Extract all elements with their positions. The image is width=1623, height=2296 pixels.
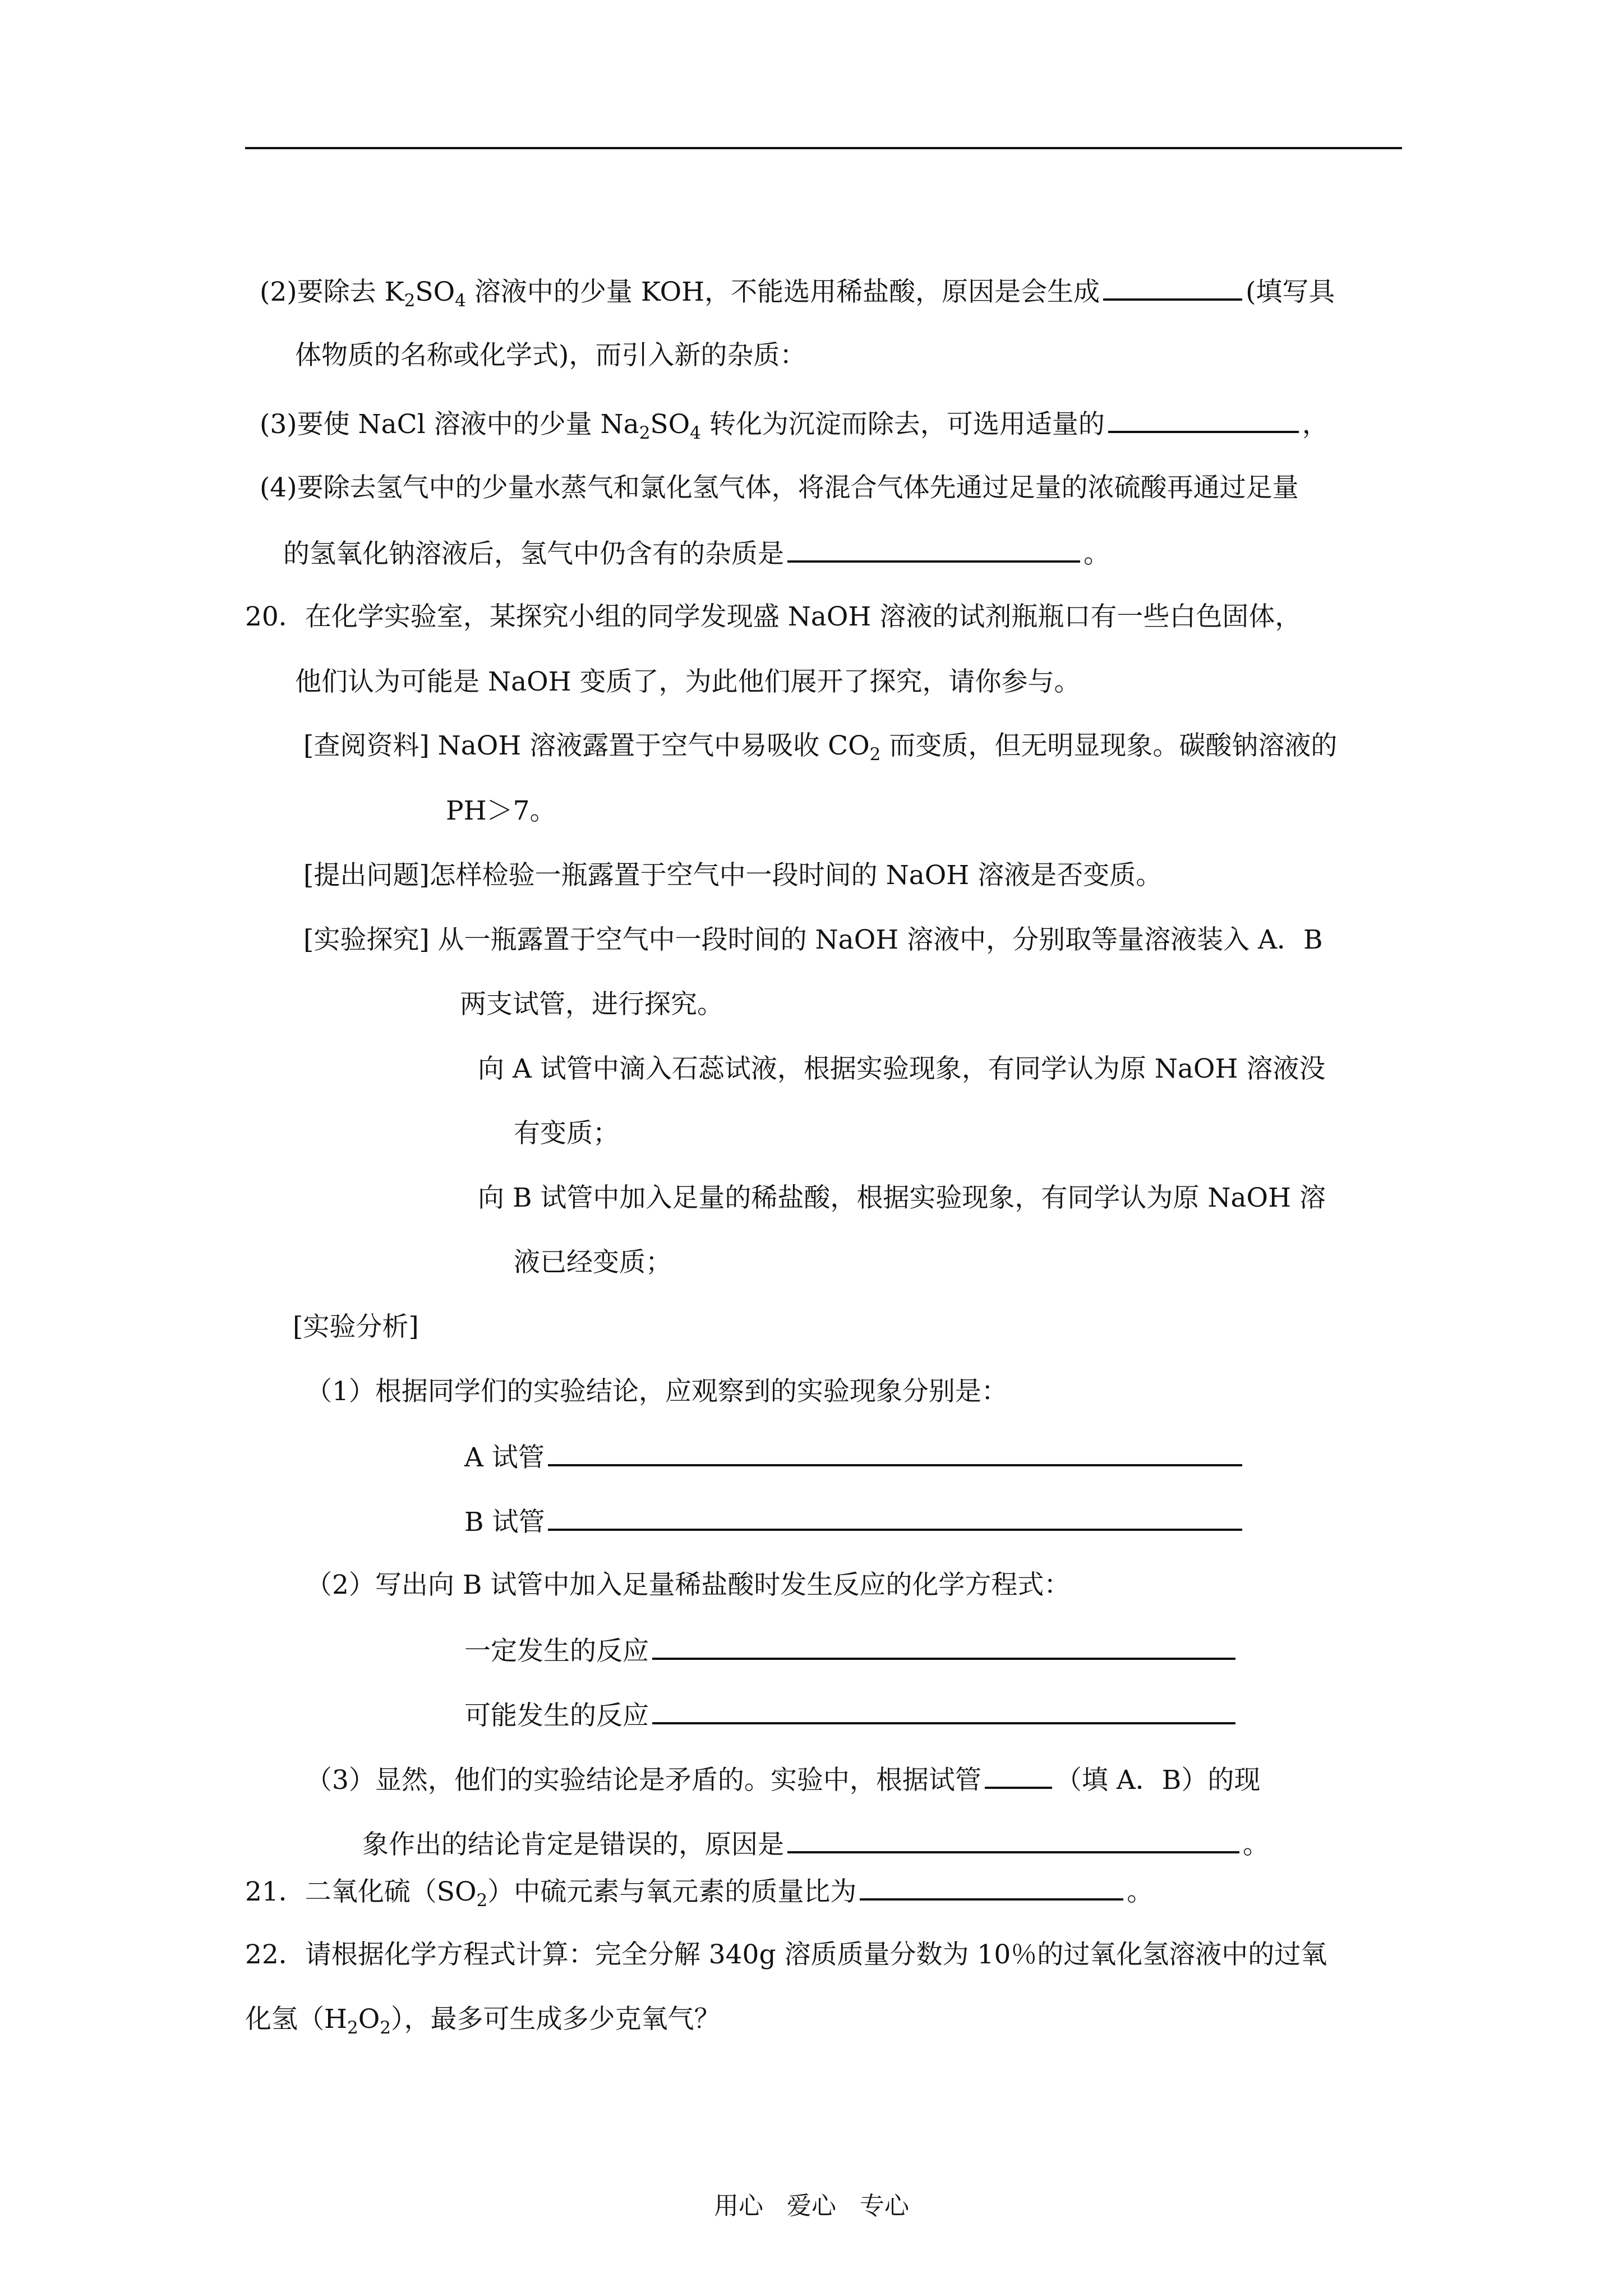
q19-part4-line1: (4)要除去氢气中的少量水蒸气和氯化氢气体，将混合气体先通过足量的浓硫酸再通过足量 [260,472,1299,503]
q20-subq1-tube-b: B 试管 [464,1504,1246,1539]
answer-blank[interactable] [985,1762,1052,1789]
answer-blank[interactable] [860,1874,1123,1901]
answer-blank[interactable] [1103,274,1242,301]
q20-line2: 他们认为可能是 NaOH 变质了，为此他们展开了探究，请你参与。 [295,666,1081,697]
q20-subq2: （2）写出向 B 试管中加入足量稀盐酸时发生反应的化学方程式： [306,1570,1071,1600]
q20-tube-a-line1: 向 A 试管中滴入石蕊试液，根据实验现象，有同学认为原 NaOH 溶液没 [478,1053,1326,1084]
q20-explore-line2: 两支试管，进行探究。 [460,989,723,1020]
answer-blank[interactable] [548,1439,1242,1466]
q22-line2: 化氢$(H_2O_2)$，最多可生成多少克氧气？ [245,2004,721,2038]
page-footer: 用心 爱心 专心 [714,2192,909,2220]
q20-analysis-heading: [实验分析] [293,1312,419,1342]
answer-blank[interactable] [652,1633,1235,1660]
answer-blank[interactable] [652,1697,1235,1724]
q20-subq1: （1）根据同学们的实验结论，应观察到的实验现象分别是： [306,1376,1008,1407]
q20-tube-b-line1: 向 B 试管中加入足量的稀盐酸，根据实验现象，有同学认为原 NaOH 溶 [478,1182,1326,1213]
q20-explore-line1: [实验探究] 从一瓶露置于空气中一段时间的 NaOH 溶液中，分别取等量溶液装入 A．B [303,924,1323,955]
header-rule [245,147,1402,149]
q20-subq2-certain: 一定发生的反应 [464,1633,1239,1668]
q22-line1: 22．请根据化学方程式计算：完全分解 340g 溶质质量分数为 10％的过氧化氢溶液中的过氧 [245,1939,1327,1970]
q20-tube-a-line2: 有变质； [514,1118,619,1149]
q19-part3: (3)要使 NaCl 溶液中的少量 $Na_2SO_4$ 转化为沉淀而除去，可选用适量的 ， [260,406,1329,441]
q20-subq1-tube-a: A 试管 [464,1439,1246,1475]
q19-part2-line1: (2)要除去 $K_2SO_4$ 溶液中的少量 KOH，不能选用稀盐酸，原因是会生成 (填写具 [260,274,1335,309]
q20-subq3-line2: 象作出的结论肯定是错误的，原因是 。 [362,1826,1269,1862]
q21: 21．二氧化硫$(SO_2)$中硫元素与氧元素的质量比为 。 [245,1874,1153,1909]
q20-tube-b-line2: 液已经变质； [514,1247,672,1278]
q20-reference-line1: [查阅资料] NaOH 溶液露置于空气中易吸收 $CO_2$ 而变质，但无明显现象。碳酸钠溶液的 [303,730,1338,765]
q20-subq3-line1: （3）显然，他们的实验结论是矛盾的。实验中，根据试管 （填 A．B）的现 [306,1762,1260,1797]
q19-part4-line2: 的氢氧化钠溶液后，氢气中仍含有的杂质是 。 [283,536,1110,571]
answer-blank[interactable] [787,536,1080,563]
answer-blank[interactable] [787,1826,1239,1853]
q20-question: [提出问题]怎样检验一瓶露置于空气中一段时间的 NaOH 溶液是否变质。 [303,860,1163,891]
answer-blank[interactable] [1108,406,1299,433]
q20-subq2-possible: 可能发生的反应 [464,1697,1239,1733]
q20-reference-line2: PH＞7。 [446,795,556,826]
q20-line1: 20．在化学实验室，某探究小组的同学发现盛 NaOH 溶液的试剂瓶瓶口有一些白色固体， [245,601,1302,632]
answer-blank[interactable] [548,1504,1242,1531]
q19-part2-line2: 体物质的名称或化学式)，而引入新的杂质： [295,340,806,371]
